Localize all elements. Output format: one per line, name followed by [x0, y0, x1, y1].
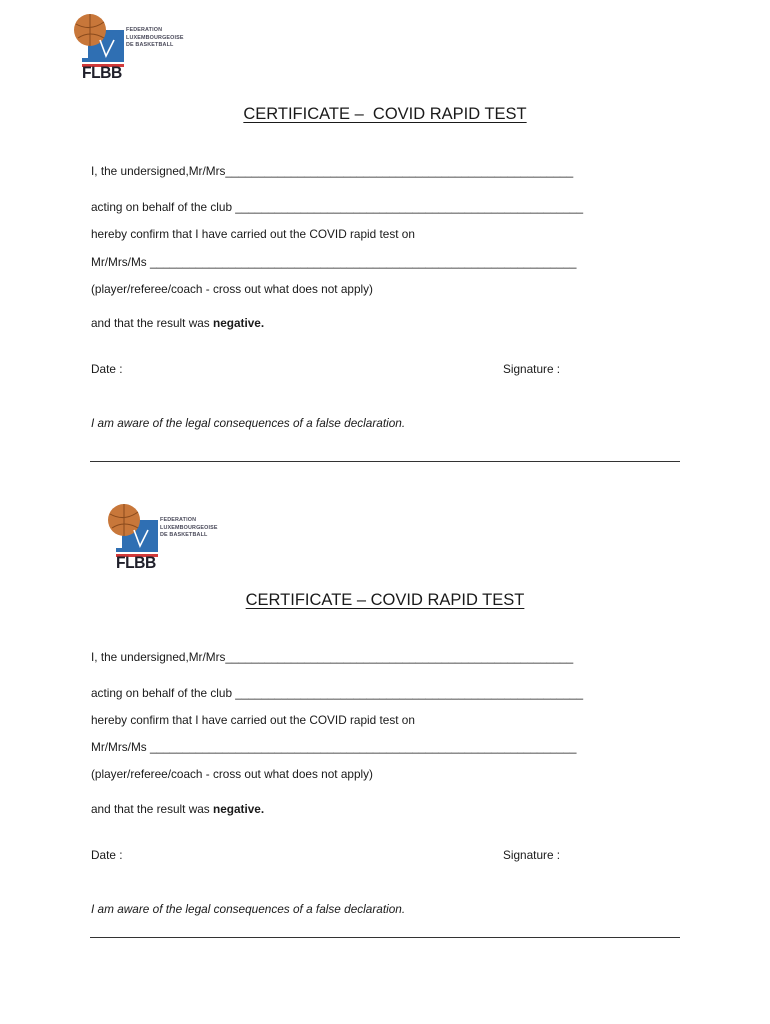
- result-prefix: and that the result was: [91, 802, 213, 816]
- divider-line: [90, 461, 680, 462]
- result-prefix: and that the result was: [91, 316, 213, 330]
- confirm-line: hereby confirm that I have carried out the COVID rapid test on: [91, 227, 415, 241]
- result-line: [91, 802, 264, 816]
- result-line: [91, 316, 264, 330]
- signature-label: Signature :: [503, 362, 561, 376]
- club-line: acting on behalf of the club _____________________________________________________: [91, 200, 584, 214]
- logo-acronym: FLBB: [116, 553, 156, 572]
- certificate-title: CERTIFICATE – COVID RAPID TEST: [243, 105, 527, 123]
- undersigned-line: I, the undersigned,Mr/Mrs_____________________________________________________: [91, 164, 574, 178]
- federation-name: FEDERATION LUXEMBOURGEOISE DE BASKETBALL: [126, 27, 184, 49]
- flbb-logo: [104, 500, 244, 580]
- result-value: negative.: [212, 316, 265, 330]
- declaration-text: I am aware of the legal consequences of a false declaration.: [91, 416, 406, 430]
- signature-label: Signature :: [503, 848, 561, 862]
- person-line: Mr/Mrs/Ms _________________________________________________________________: [91, 740, 577, 754]
- confirm-line: hereby confirm that I have carried out the COVID rapid test on: [91, 713, 415, 727]
- club-line: acting on behalf of the club _____________________________________________________: [91, 686, 584, 700]
- flbb-logo: [70, 10, 210, 90]
- divider-line: [90, 937, 680, 938]
- declaration-text: I am aware of the legal consequences of a false declaration.: [91, 902, 406, 916]
- date-label: Date :: [91, 848, 123, 862]
- role-line: (player/referee/coach - cross out what does not apply): [91, 282, 373, 296]
- federation-name: FEDERATION LUXEMBOURGEOISE DE BASKETBALL: [160, 517, 218, 539]
- date-label: Date :: [91, 362, 123, 376]
- result-value: negative.: [212, 802, 265, 816]
- certificate-title: CERTIFICATE – COVID RAPID TEST: [245, 591, 525, 609]
- logo-acronym: FLBB: [82, 63, 122, 82]
- role-line: (player/referee/coach - cross out what does not apply): [91, 767, 373, 781]
- person-line: Mr/Mrs/Ms _________________________________________________________________: [91, 255, 577, 269]
- undersigned-line: I, the undersigned,Mr/Mrs_____________________________________________________: [91, 650, 574, 664]
